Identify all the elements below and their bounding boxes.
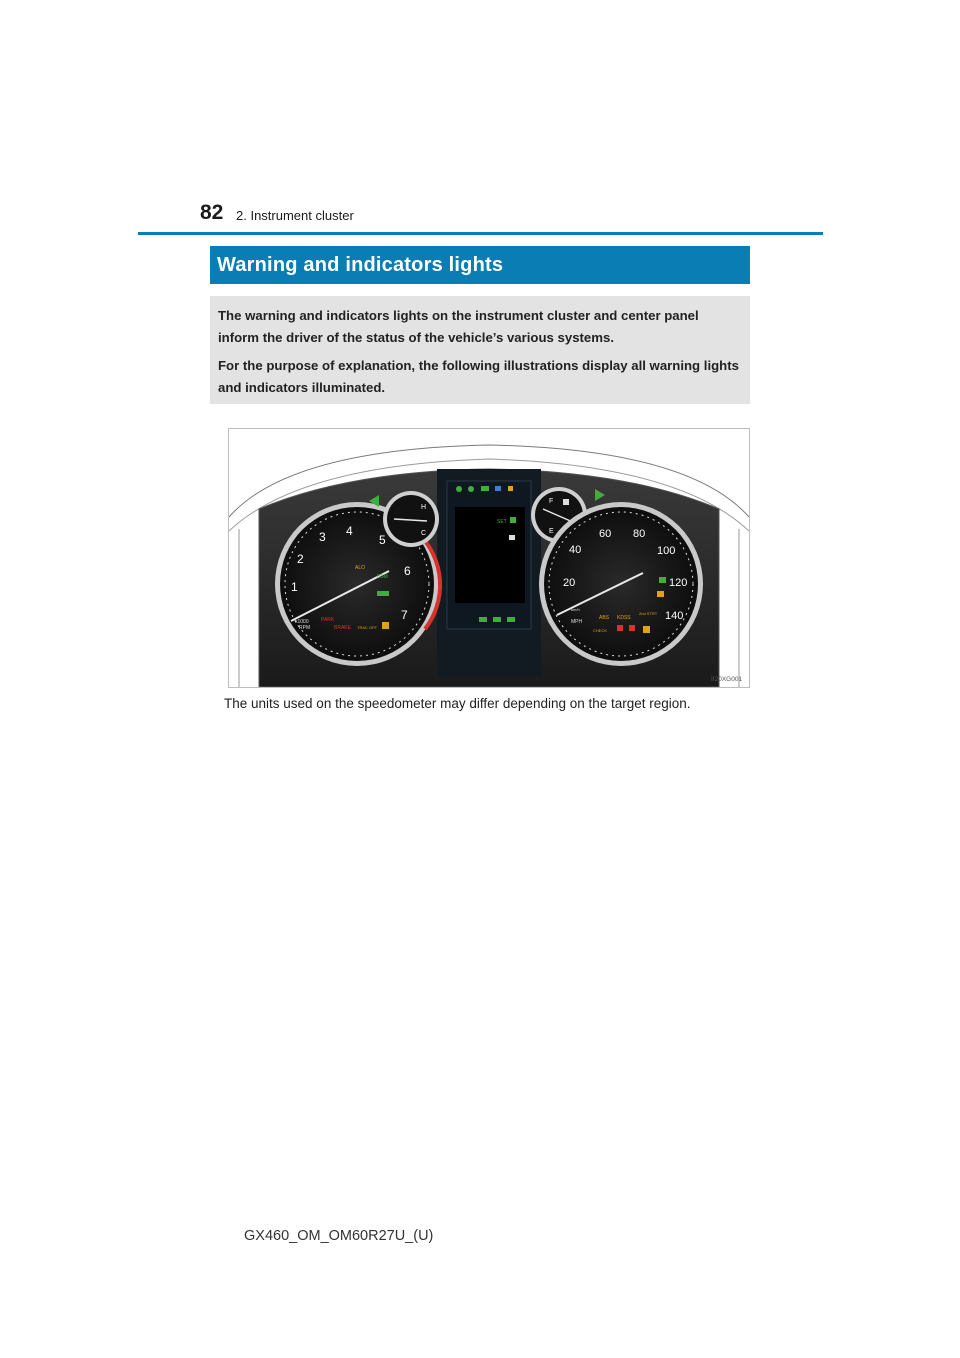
indicator-icon: [479, 617, 487, 622]
alo-indicator: ALO: [355, 565, 366, 571]
indicator-icon: [659, 577, 666, 583]
tach-unit: RPM: [299, 625, 311, 631]
header-rule: [138, 232, 823, 235]
speed-number: 20: [563, 577, 576, 589]
figure-code: II20XG001: [711, 676, 743, 683]
speed-number: 60: [599, 528, 612, 540]
intro-box: [210, 296, 750, 404]
tach-number: 2: [297, 552, 304, 566]
indicator-icon: [657, 591, 664, 597]
manual-code-footer: GX460_OM_OM60R27U_(U): [244, 1228, 434, 1244]
instrument-cluster-figure: [228, 428, 750, 688]
speed-number: 100: [657, 545, 676, 557]
speed-number: 40: [569, 544, 582, 556]
section-title: 2. Instrument cluster: [236, 208, 354, 223]
temp-high-label: H: [421, 504, 427, 511]
speed-unit: MPH: [571, 619, 583, 625]
section-heading: Warning and indicators lights: [210, 246, 750, 284]
indicator-icon: [509, 535, 515, 540]
airbag-indicator-icon: [629, 625, 635, 631]
second-start-indicator: 2nd STRT: [639, 611, 658, 616]
green-indicator-icon: [377, 591, 389, 596]
indicator-icon: [468, 486, 474, 492]
tire-pressure-indicator-icon: [643, 626, 650, 633]
tach-number: 6: [404, 564, 411, 578]
brake-indicator: BRAKE: [334, 625, 351, 631]
intro-paragraph: The warning and indicators lights on the instrument cluster and center panel inform the driver of the status of the vehicle’s various systems.: [218, 308, 699, 345]
park-indicator: PARK: [321, 617, 335, 623]
seatbelt-indicator-icon: [617, 625, 623, 631]
speed-number: 140: [665, 610, 684, 622]
tach-number: 5: [379, 533, 386, 547]
indicator-icon: [507, 617, 515, 622]
indicator-icon: [510, 517, 516, 523]
amber-indicator-icon: [382, 622, 389, 629]
indicator-icon: [456, 486, 462, 492]
speed-number: 80: [633, 528, 646, 540]
bsm-indicator: BSM: [377, 574, 388, 580]
fuel-indicator-icon: [508, 486, 513, 491]
check-engine-indicator: CHECK: [593, 628, 608, 633]
indicator-icon: [481, 486, 489, 491]
kdss-indicator: KDSS: [617, 615, 631, 621]
page-number: 82: [200, 201, 224, 224]
fuel-empty-label: E: [549, 528, 554, 535]
fuel-full-label: F: [549, 498, 554, 505]
tach-number: 1: [291, 580, 298, 594]
speed-unit-small: km/h: [571, 607, 580, 612]
tach-unit: x1000: [295, 619, 309, 625]
center-display: [447, 481, 531, 629]
indicator-icon: [495, 486, 501, 491]
set-indicator: SET: [497, 519, 507, 525]
indicator-icon: [493, 617, 501, 622]
instrument-cluster-illustration: [229, 429, 749, 687]
tach-number: 4: [346, 524, 353, 538]
tach-number: 3: [319, 530, 326, 544]
abs-indicator: ABS: [599, 615, 610, 621]
speedometer: [539, 502, 703, 666]
fuel-pump-icon: [563, 499, 569, 505]
temp-low-label: C: [421, 530, 427, 537]
intro-paragraph: For the purpose of explanation, the following illustrations display all warning lights and indicators illuminated.: [218, 358, 739, 395]
figure-caption: The units used on the speedometer may differ depending on the target region.: [224, 696, 691, 711]
trac-off-indicator: TRAC OFF: [357, 625, 377, 630]
speed-number: 120: [669, 577, 688, 589]
tach-number: 7: [401, 608, 408, 622]
